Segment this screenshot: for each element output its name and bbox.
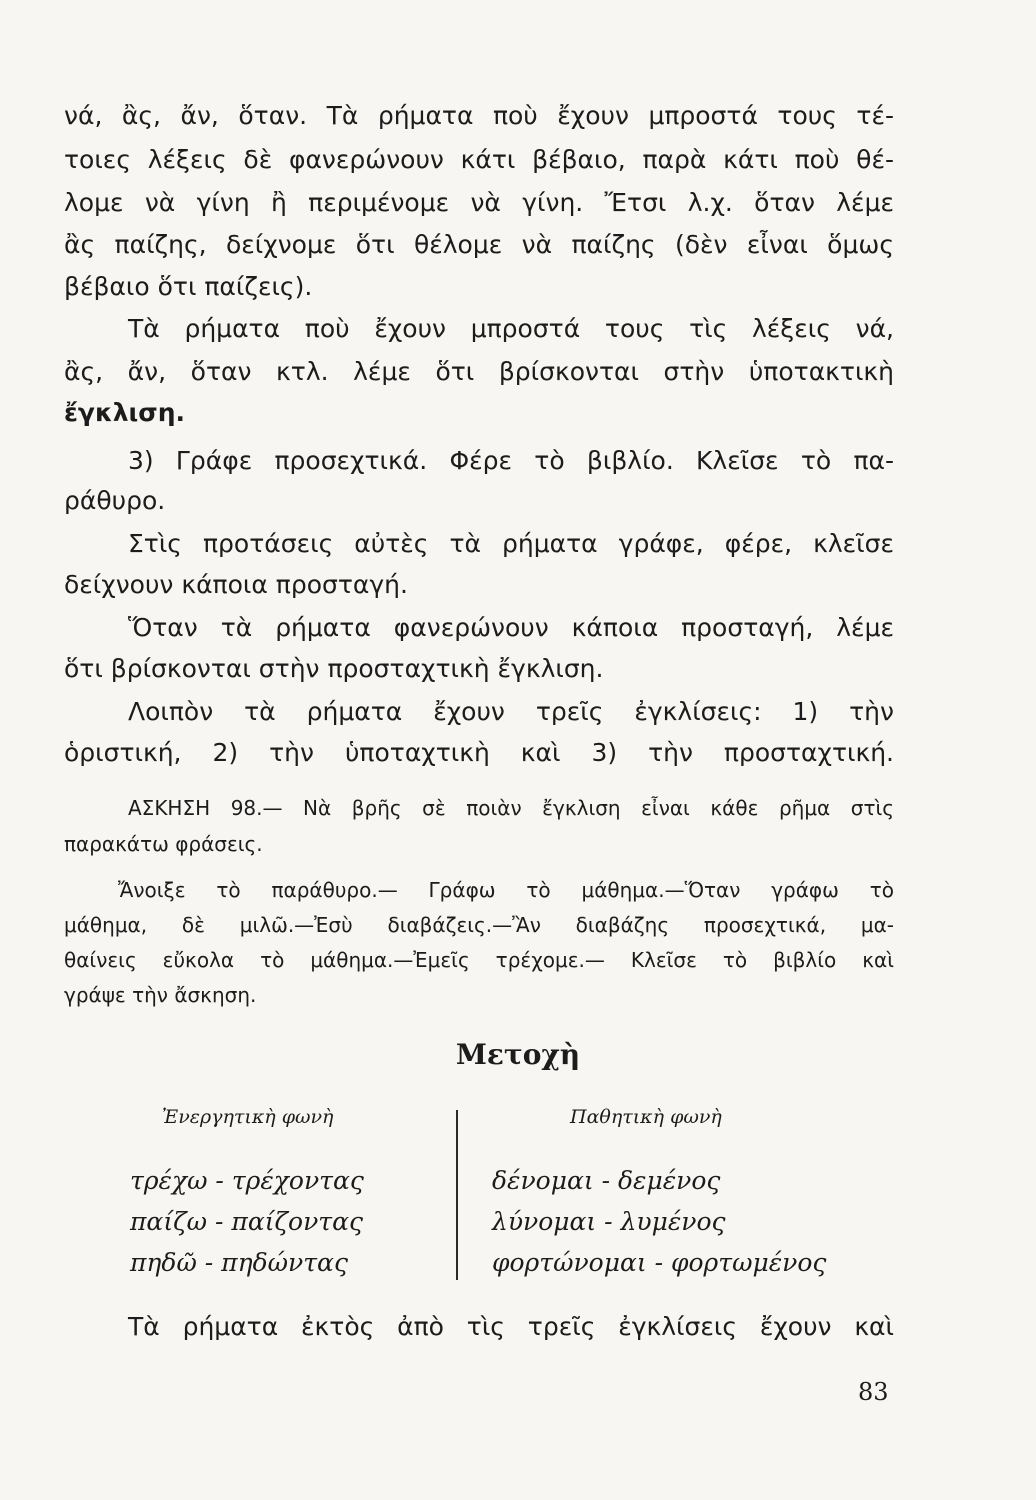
active-voice-header: Ἐνεργητικὴ φωνὴ — [162, 1106, 334, 1128]
exercise-line: μάθημα, δὲ μιλῶ.—Ἐσὺ διαβάζεις.—Ἂν διαβάζης προσεχτικά, μα- — [64, 913, 894, 937]
body-line: Τὰ ρήματα ποὺ ἔχουν μπροστά τους τὶς λέξεις νά, — [128, 314, 894, 343]
body-line: Λοιπὸν τὰ ρήματα ἔχουν τρεῖς ἐγκλίσεις: 1) τὴν — [128, 697, 894, 726]
body-line: ὅτι βρίσκονται στὴν προσταχτικὴ ἔγκλιση. — [64, 654, 604, 683]
section-heading: Μετοχὴ — [455, 1038, 581, 1071]
exercise-line: γράψε τὴν ἄσκηση. — [64, 983, 257, 1007]
active-participle-row: παίζω - παίζοντας — [130, 1207, 364, 1236]
body-line: νά, ἂς, ἄν, ὅταν. Τὰ ρήματα ποὺ ἔχουν μπροστά τους τέ- — [64, 101, 894, 130]
passive-voice-header: Παθητικὴ φωνὴ — [570, 1106, 722, 1128]
body-line: ράθυρο. — [64, 486, 166, 515]
passive-participle-row: λύνομαι - λυμένος — [492, 1207, 726, 1236]
page-number: 83 — [858, 1378, 889, 1406]
body-line: ἔγκλιση. — [64, 398, 186, 427]
exercise-line: θαίνεις εὔκολα τὸ μάθημα.—Ἐμεῖς τρέχομε.— Κλεῖσε τὸ βιβλίο καὶ — [64, 948, 894, 972]
body-line: ὁριστική, 2) τὴν ὑποταχτικὴ καὶ 3) τὴν προσταχτική. — [64, 738, 894, 767]
exercise-title-line: ΑΣΚΗΣΗ 98.— Νὰ βρῆς σὲ ποιὰν ἔγκλιση εἶναι κάθε ρῆμα στὶς — [128, 796, 894, 820]
body-line: Ὅταν τὰ ρήματα φανερώνουν κάποια προσταγή, λέμε — [128, 613, 894, 642]
closing-line: Τὰ ρήματα ἐκτὸς ἀπὸ τὶς τρεῖς ἐγκλίσεις ἔχουν καὶ — [128, 1312, 894, 1341]
body-line: ἂς, ἄν, ὅταν κτλ. λέμε ὅτι βρίσκονται στὴν ὑποτακτικὴ — [64, 357, 894, 386]
body-line: λομε νὰ γίνη ἢ περιμένομε νὰ γίνη. Ἔτσι λ.χ. ὅταν λέμε — [64, 188, 894, 217]
column-divider — [456, 1110, 458, 1280]
body-line: βέβαιο ὅτι παίζεις). — [64, 272, 313, 301]
body-line: 3) Γράφε προσεχτικά. Φέρε τὸ βιβλίο. Κλεῖσε τὸ πα- — [128, 446, 894, 475]
body-line: Στὶς προτάσεις αὐτὲς τὰ ρήματα γράφε, φέρε, κλεῖσε — [128, 529, 894, 558]
exercise-line: παρακάτω φράσεις. — [64, 832, 263, 856]
passive-participle-row: φορτώνομαι - φορτωμένος — [492, 1248, 827, 1277]
body-line: τοιες λέξεις δὲ φανερώνουν κάτι βέβαιο, παρὰ κάτι ποὺ θέ- — [64, 145, 894, 174]
passive-participle-row: δένομαι - δεμένος — [492, 1166, 721, 1195]
active-participle-row: πηδῶ - πηδώντας — [130, 1248, 348, 1277]
body-line: δείχνουν κάποια προσταγή. — [64, 570, 408, 599]
active-participle-row: τρέχω - τρέχοντας — [130, 1166, 364, 1195]
exercise-line: Ἄνοιξε τὸ παράθυρο.— Γράφω τὸ μάθημα.—Ὅταν γράφω τὸ — [118, 878, 894, 902]
body-line: ἂς παίζης, δείχνομε ὅτι θέλομε νὰ παίζης (δὲν εἶναι ὅμως — [64, 230, 894, 259]
